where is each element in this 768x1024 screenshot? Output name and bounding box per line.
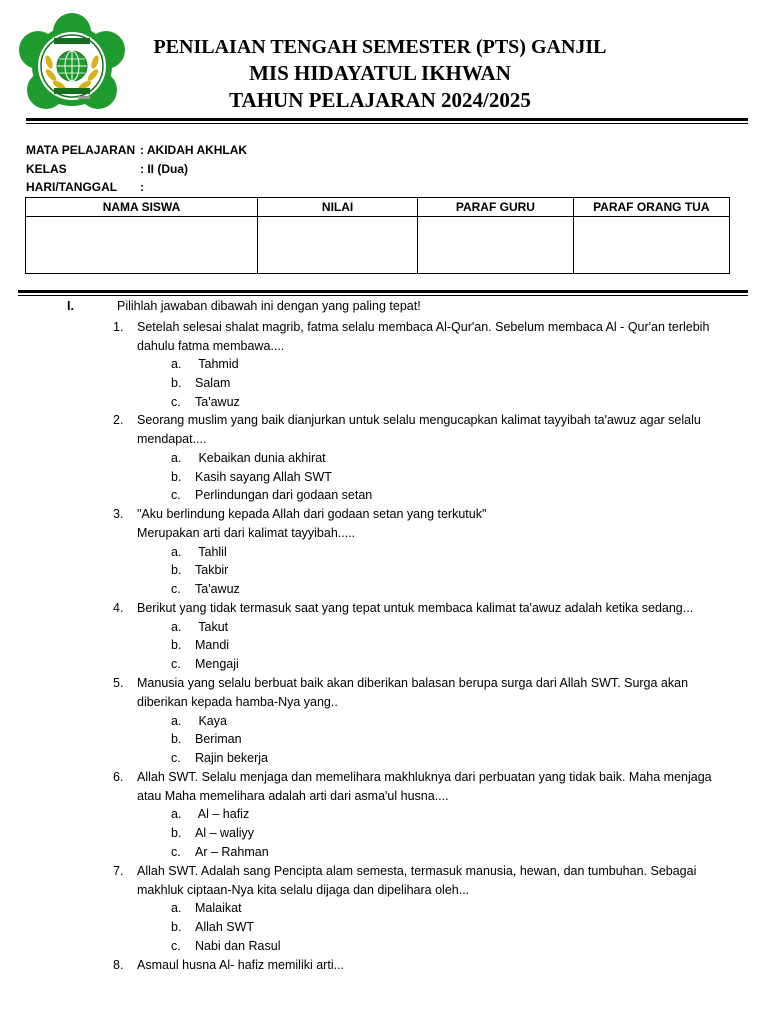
question-text: Manusia yang selalu berbuat baik akan diberikan balasan berupa surga dari Allah SWT. Surga akan diberikan kepada hamba-Nya yang.. bbox=[137, 676, 689, 709]
option-7c[interactable]: c. Nabi dan Rasul bbox=[171, 939, 281, 953]
subject-value: : AKIDAH AKHLAK bbox=[140, 143, 248, 157]
class-label: KELAS bbox=[26, 162, 67, 176]
question-number: 7. bbox=[113, 864, 124, 878]
option-5a[interactable]: a. Kaya bbox=[171, 714, 227, 728]
option-3b[interactable]: b. Takbir bbox=[171, 563, 229, 577]
question-text-line-2: Merupakan arti dari kalimat tayyibah..... bbox=[137, 525, 356, 540]
question-text: Allah SWT. Selalu menjaga dan memelihara makhluknya dari perbuatan yang tidak baik. Maha menjaga atau Maha memelihara adalah arti dari asma'ul husna.... bbox=[137, 770, 712, 803]
section-instruction: Pilihlah jawaban dibawah ini dengan yang paling tepat! bbox=[117, 299, 421, 313]
question-8 bbox=[113, 956, 733, 975]
header-divider-thin bbox=[26, 123, 748, 124]
question-2 bbox=[113, 411, 733, 449]
question-text: Seorang muslim yang baik dianjurkan untuk selalu mengucapkan kalimat tayyibah ta'awuz agar selalu mendapat.... bbox=[137, 413, 701, 446]
option-7a[interactable]: a. Malaikat bbox=[171, 901, 242, 915]
header-divider bbox=[26, 118, 748, 121]
option-1c[interactable]: c. Ta'awuz bbox=[171, 395, 240, 409]
option-3a[interactable]: a. Tahlil bbox=[171, 545, 227, 559]
question-number: 1. bbox=[113, 320, 124, 334]
logo-bottom-banner bbox=[54, 88, 90, 94]
header-parent-signature: PARAF ORANG TUA bbox=[573, 198, 729, 217]
option-5c[interactable]: c. Rajin bekerja bbox=[171, 751, 268, 765]
school-logo bbox=[16, 12, 128, 116]
cell-score[interactable] bbox=[257, 217, 417, 274]
question-number: 4. bbox=[113, 601, 124, 615]
grade-table-header bbox=[26, 198, 730, 217]
option-4b[interactable]: b. Mandi bbox=[171, 638, 230, 652]
question-number: 5. bbox=[113, 676, 124, 690]
header-score: NILAI bbox=[257, 198, 417, 217]
title-line-1: PENILAIAN TENGAH SEMESTER (PTS) GANJIL bbox=[153, 36, 607, 58]
question-text: Berikut yang tidak termasuk saat yang tepat untuk membaca kalimat ta'awuz adalah ketika sedang... bbox=[137, 601, 694, 615]
question-number: 6. bbox=[113, 770, 124, 784]
cell-teacher-signature[interactable] bbox=[418, 217, 573, 274]
question-7 bbox=[113, 862, 733, 900]
option-4c[interactable]: c. Mengaji bbox=[171, 657, 239, 671]
title-line-2: MIS HIDAYATUL IKHWAN bbox=[249, 61, 511, 85]
class-value: : II (Dua) bbox=[140, 162, 188, 176]
option-7b[interactable]: b. Allah SWT bbox=[171, 920, 255, 934]
section-divider-thin bbox=[18, 295, 748, 296]
grade-table bbox=[25, 197, 730, 274]
option-4a[interactable]: a. Takut bbox=[171, 620, 229, 634]
subject-label: MATA PELAJARAN bbox=[26, 143, 136, 157]
option-3c[interactable]: c. Ta'awuz bbox=[171, 582, 240, 596]
logo-top-banner bbox=[54, 38, 90, 44]
option-1a[interactable]: a. Tahmid bbox=[171, 357, 239, 371]
option-2a[interactable]: a. Kebaikan dunia akhirat bbox=[171, 451, 326, 465]
cell-parent-signature[interactable] bbox=[573, 217, 729, 274]
question-5 bbox=[113, 674, 733, 712]
date-value: : bbox=[140, 180, 144, 194]
section-divider bbox=[18, 290, 748, 293]
option-5b[interactable]: b. Beriman bbox=[171, 732, 242, 746]
document-title bbox=[120, 34, 640, 114]
option-6a[interactable]: a. Al – hafiz bbox=[171, 807, 250, 821]
grade-table-row bbox=[26, 217, 730, 274]
question-text: Allah SWT. Adalah sang Pencipta alam semesta, termasuk manusia, hewan, dan tumbuhan. Sebagai makhluk ciptaan-Nya kita selalu dijaga dan dipelihara oleh... bbox=[137, 864, 697, 897]
info-date bbox=[26, 178, 144, 197]
option-2c[interactable]: c. Perlindungan dari godaan setan bbox=[171, 488, 373, 502]
question-text: Asmaul husna Al- hafiz memiliki arti... bbox=[137, 958, 345, 972]
question-number: 2. bbox=[113, 413, 124, 427]
question-text: "Aku berlindung kepada Allah dari godaan setan yang terkutuk" bbox=[137, 507, 487, 521]
option-6c[interactable]: c. Ar – Rahman bbox=[171, 845, 269, 859]
question-4 bbox=[113, 599, 733, 618]
header-student-name: NAMA SISWA bbox=[26, 198, 258, 217]
header-teacher-signature: PARAF GURU bbox=[418, 198, 573, 217]
option-1b[interactable]: b. Salam bbox=[171, 376, 231, 390]
info-class bbox=[26, 160, 188, 179]
question-3 bbox=[113, 505, 733, 543]
question-6 bbox=[113, 768, 733, 806]
section-number: I. bbox=[67, 299, 74, 313]
info-subject bbox=[26, 141, 247, 160]
question-text: Setelah selesai shalat magrib, fatma selalu membaca Al-Qur'an. Sebelum membaca Al - Qur'an terlebih dahulu fatma membawa.... bbox=[137, 320, 710, 353]
cell-student-name[interactable] bbox=[26, 217, 258, 274]
logo-globe bbox=[57, 51, 87, 81]
question-number: 8. bbox=[113, 958, 124, 972]
title-line-3: TAHUN PELAJARAN 2024/2025 bbox=[229, 88, 531, 112]
option-6b[interactable]: b. Al – waliyy bbox=[171, 826, 255, 840]
question-number: 3. bbox=[113, 507, 124, 521]
option-2b[interactable]: b. Kasih sayang Allah SWT bbox=[171, 470, 332, 484]
question-1 bbox=[113, 318, 733, 356]
date-label: HARI/TANGGAL bbox=[26, 180, 118, 194]
